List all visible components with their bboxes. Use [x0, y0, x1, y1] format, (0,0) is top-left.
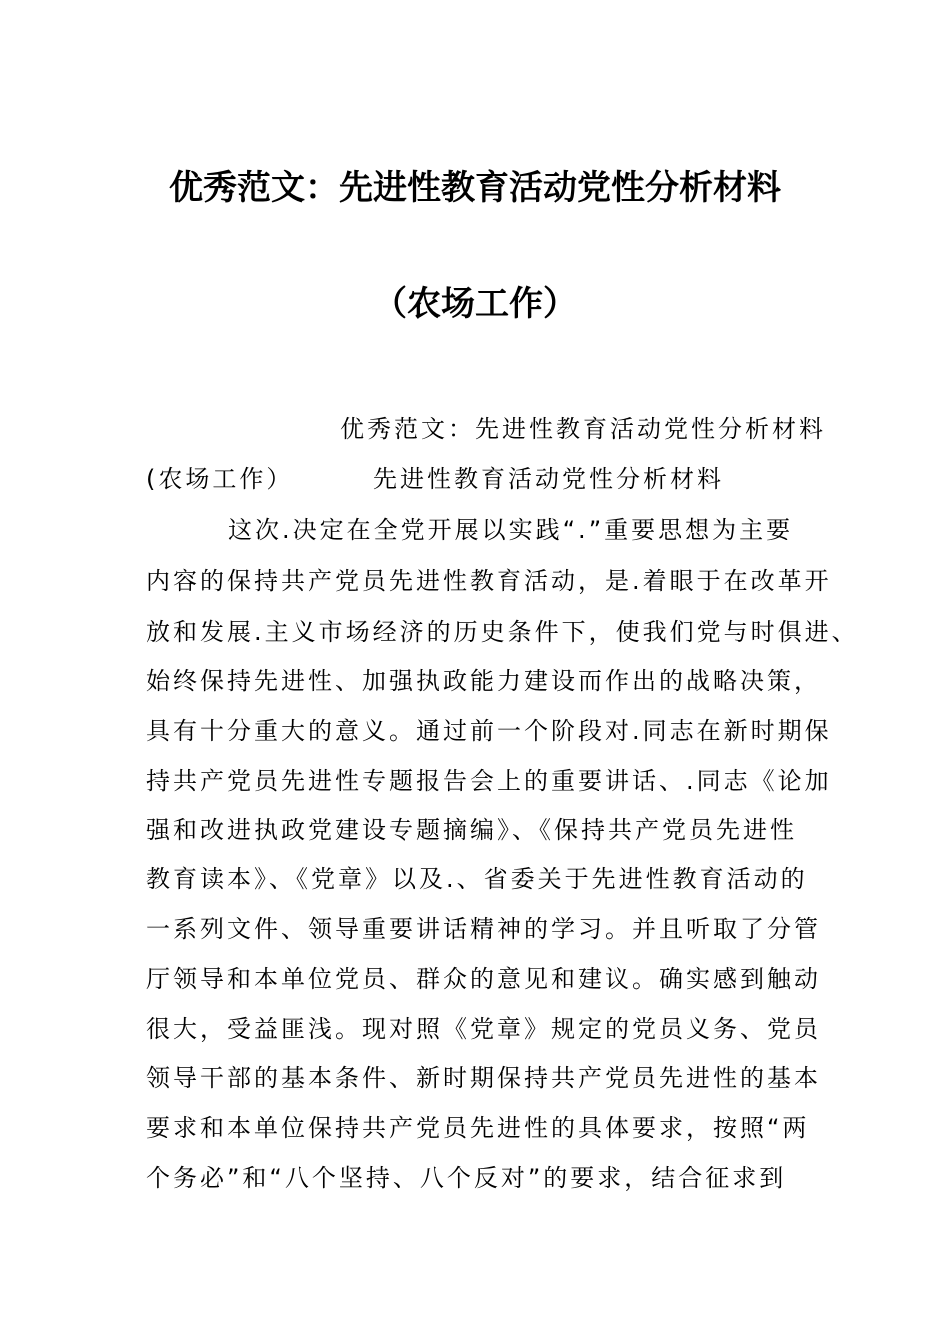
body-line: 很大，受益匪浅。现对照《党章》规定的党员义务、党员 [146, 1015, 821, 1043]
body-line: 始终保持先进性、加强执政能力建设而作出的战略决策， [146, 667, 821, 695]
body-line: 优秀范文：先进性教育活动党性分析材料 [340, 415, 826, 443]
body-line: 教育读本》、《党章》以及.、省委关于先进性教育活动的 [146, 865, 808, 893]
body-line: 厅领导和本单位党员、群众的意见和建议。确实感到触动 [146, 965, 821, 993]
body-line: 要求和本单位保持共产党员先进性的具体要求，按照“两 [146, 1114, 810, 1142]
body-line: 一系列文件、领导重要讲话精神的学习。并且听取了分管 [146, 915, 821, 943]
body-line: 内容的保持共产党员先进性教育活动，是.着眼于在改革开 [146, 567, 832, 595]
document-subtitle: （农场工作） [373, 284, 577, 324]
body-line: 持共产党员先进性专题报告会上的重要讲话、.同志《论加 [146, 767, 832, 795]
body-line: (农场工作） 先进性教育活动党性分析材料 [146, 465, 724, 493]
document-title: 优秀范文：先进性教育活动党性分析材料 [169, 168, 781, 208]
body-line: 强和改进执政党建设专题摘编》、《保持共产党员先进性 [146, 816, 797, 844]
body-line: 这次.决定在全党开展以实践“.”重要思想为主要 [228, 516, 794, 544]
body-line: 放和发展.主义市场经济的历史条件下，使我们党与时俱进、 [146, 618, 859, 646]
body-line: 领导干部的基本条件、新时期保持共产党员先进性的基本 [146, 1064, 821, 1092]
body-line: 具有十分重大的意义。通过前一个阶段对.同志在新时期保 [146, 717, 832, 745]
body-line: 个务必”和“八个坚持、八个反对”的要求，结合征求到 [146, 1164, 787, 1192]
